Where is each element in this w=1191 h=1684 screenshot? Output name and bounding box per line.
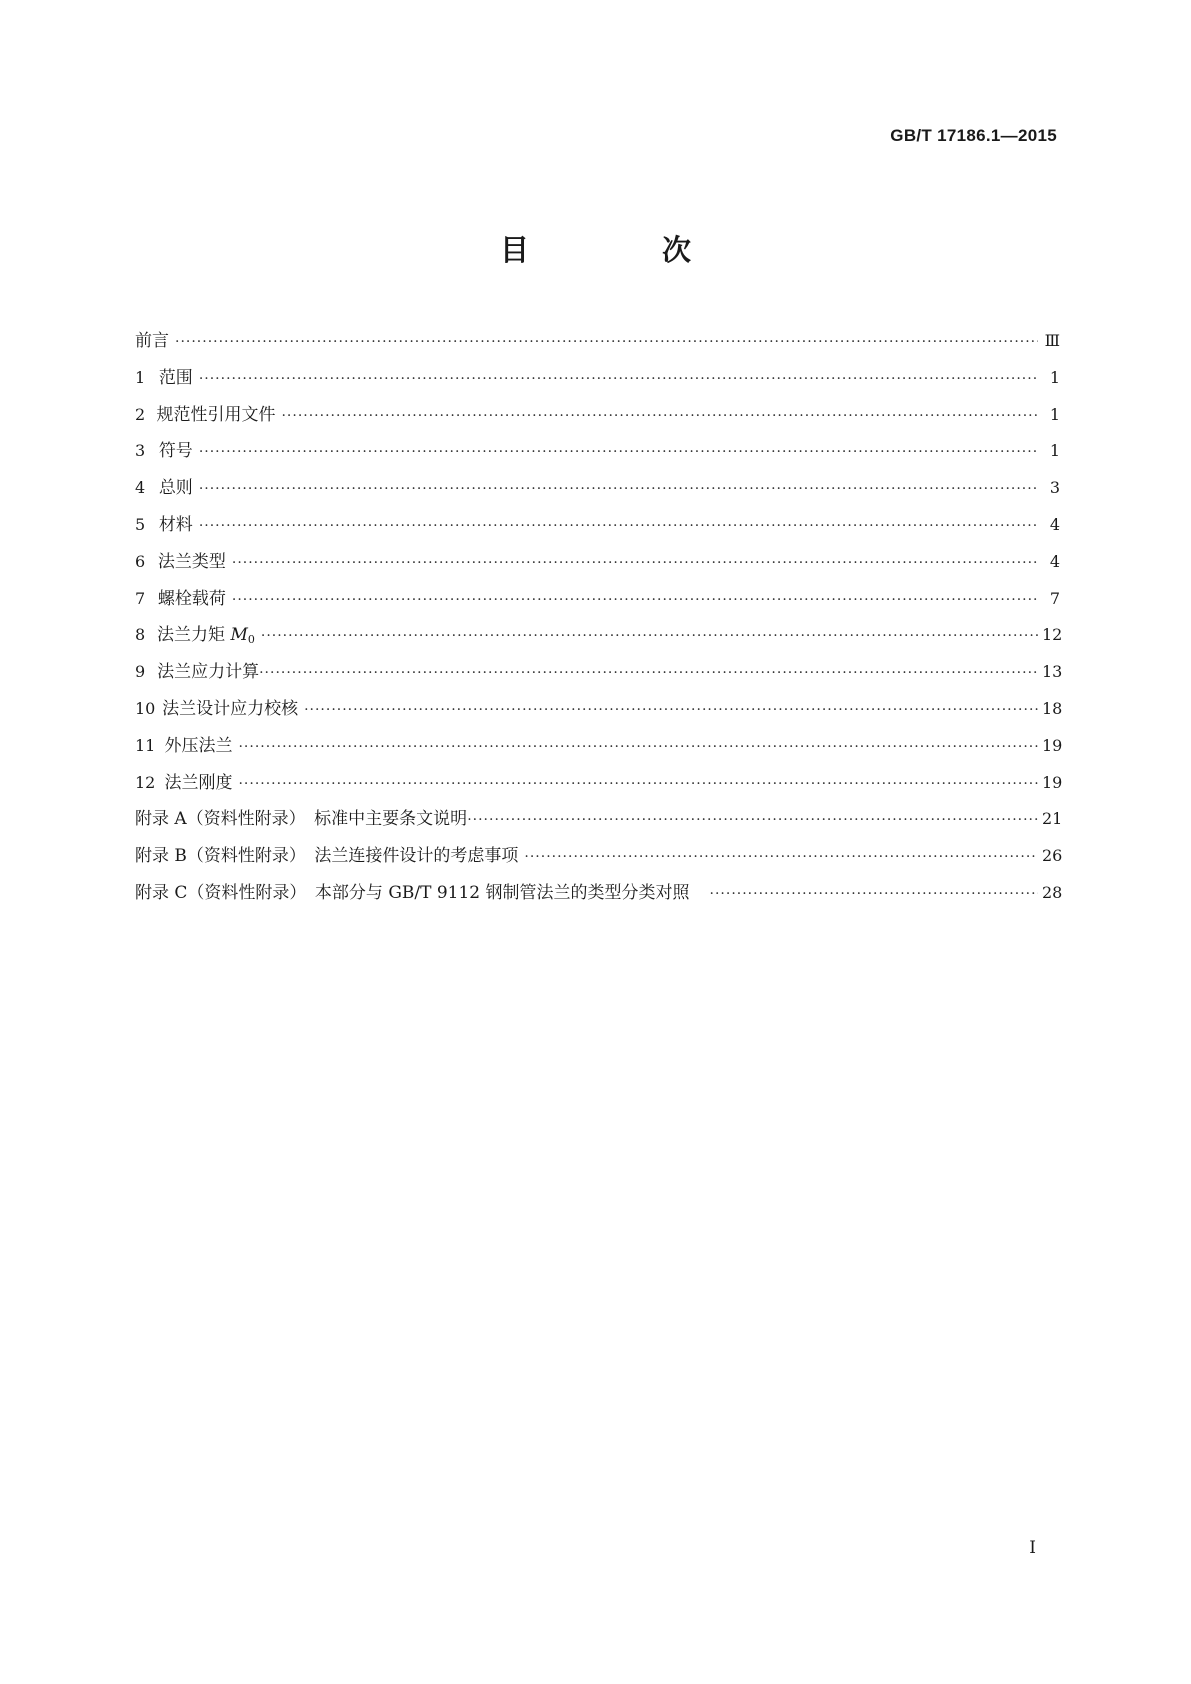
toc-dot-leader: [524, 849, 1038, 865]
toc-dot-leader: [304, 702, 1038, 718]
toc-entry-label: 总则: [158, 478, 193, 499]
toc-entry-11[interactable]: [135, 731, 1063, 768]
toc-entry-6[interactable]: [135, 547, 1060, 584]
toc-entry-page: 7: [1049, 588, 1060, 608]
table-of-contents: [135, 326, 1063, 915]
standard-code: GB/T 17186.1—2015: [890, 126, 1057, 145]
page-number: I: [1029, 1538, 1036, 1558]
toc-dot-leader: [232, 592, 1038, 608]
toc-entry-1[interactable]: [135, 363, 1060, 400]
toc-entry-annex-b[interactable]: [135, 841, 1063, 878]
toc-entry-number: 3: [135, 441, 146, 461]
toc-entry-7[interactable]: [135, 584, 1060, 621]
toc-entry-label: 外压法兰: [164, 735, 233, 756]
toc-dot-leader: [232, 555, 1038, 571]
toc-entry-page: 18: [1042, 698, 1063, 718]
toc-entry-number: 7: [135, 588, 146, 608]
toc-entry-page: 1: [1049, 367, 1060, 387]
toc-entry-annex-a[interactable]: [135, 804, 1063, 841]
toc-entry-4[interactable]: [135, 473, 1060, 510]
toc-entry-page: 26: [1042, 846, 1063, 866]
toc-entry-foreword[interactable]: [135, 326, 1060, 363]
toc-dot-leader: [261, 628, 1038, 644]
toc-entry-label-text: 法兰力矩: [157, 625, 231, 646]
moment-symbol: M: [230, 625, 248, 646]
toc-entry-8[interactable]: [135, 620, 1063, 657]
toc-entry-page: 13: [1042, 662, 1063, 682]
toc-entry-label: 法兰应力计算: [157, 662, 260, 683]
toc-entry-9[interactable]: [135, 657, 1063, 694]
toc-dot-leader: [281, 408, 1038, 424]
toc-entry-page: 4: [1049, 514, 1060, 534]
toc-entry-page: 1: [1049, 441, 1060, 461]
toc-entry-number: 9: [135, 662, 146, 682]
moment-subscript: 0: [247, 633, 255, 647]
toc-entry-number: 5: [135, 514, 146, 534]
toc-entry-page: 4: [1049, 551, 1060, 571]
toc-entry-number: 11: [135, 735, 156, 755]
toc-entry-page: 21: [1042, 809, 1063, 829]
toc-entry-page: 19: [1042, 772, 1063, 792]
toc-entry-10[interactable]: [135, 694, 1063, 731]
toc-entry-label: 附录 C（资料性附录） 本部分与 GB/T 9112 钢制管法兰的类型分类对照: [135, 882, 690, 903]
toc-dot-leader: [175, 334, 1038, 350]
toc-dot-leader: [710, 886, 1038, 902]
toc-dot-leader: [199, 444, 1038, 460]
toc-entry-label: [157, 620, 255, 646]
page-title: 目 次: [499, 233, 743, 267]
toc-entry-number: 10: [135, 698, 156, 718]
toc-entry-label: 符号: [158, 441, 193, 462]
toc-dot-leader: [259, 665, 1038, 681]
toc-entry-number: 8: [135, 625, 146, 645]
toc-entry-label: 法兰刚度: [164, 772, 233, 793]
toc-entry-label: 附录 B（资料性附录） 法兰连接件设计的考虑事项: [135, 846, 519, 867]
toc-entry-12[interactable]: [135, 768, 1063, 805]
toc-entry-label: 法兰设计应力校核: [162, 698, 299, 719]
toc-entry-page: 3: [1049, 478, 1060, 498]
toc-entry-number: 1: [135, 367, 146, 387]
toc-entry-5[interactable]: [135, 510, 1060, 547]
toc-entry-label: 规范性引用文件: [156, 404, 276, 425]
toc-entry-label: 材料: [158, 514, 193, 535]
toc-dot-leader: [199, 481, 1038, 497]
toc-entry-number: 4: [135, 478, 146, 498]
toc-entry-annex-c[interactable]: [135, 878, 1063, 915]
toc-entry-label: 附录 A（资料性附录） 标准中主要条文说明: [135, 809, 468, 830]
toc-entry-3[interactable]: [135, 436, 1060, 473]
toc-dot-leader: [199, 518, 1038, 534]
toc-dot-leader: [199, 371, 1038, 387]
toc-entry-label: 螺栓载荷: [157, 588, 226, 609]
toc-entry-2[interactable]: [135, 400, 1060, 437]
toc-entry-page: 12: [1042, 625, 1063, 645]
toc-entry-page: 28: [1042, 882, 1063, 902]
toc-entry-number: 6: [135, 551, 146, 571]
toc-entry-label: 前言: [135, 331, 169, 351]
toc-entry-label: 法兰类型: [157, 551, 226, 572]
toc-entry-page: 19: [1042, 735, 1063, 755]
toc-dot-leader: [238, 776, 1038, 792]
toc-entry-number: 2: [135, 404, 146, 424]
toc-entry-number: 12: [135, 772, 156, 792]
toc-entry-label: 范围: [158, 367, 193, 388]
toc-dot-leader: [238, 739, 1038, 755]
toc-entry-page: 1: [1049, 404, 1060, 424]
toc-dot-leader: [467, 812, 1038, 828]
toc-entry-page: Ⅲ: [1044, 331, 1060, 350]
